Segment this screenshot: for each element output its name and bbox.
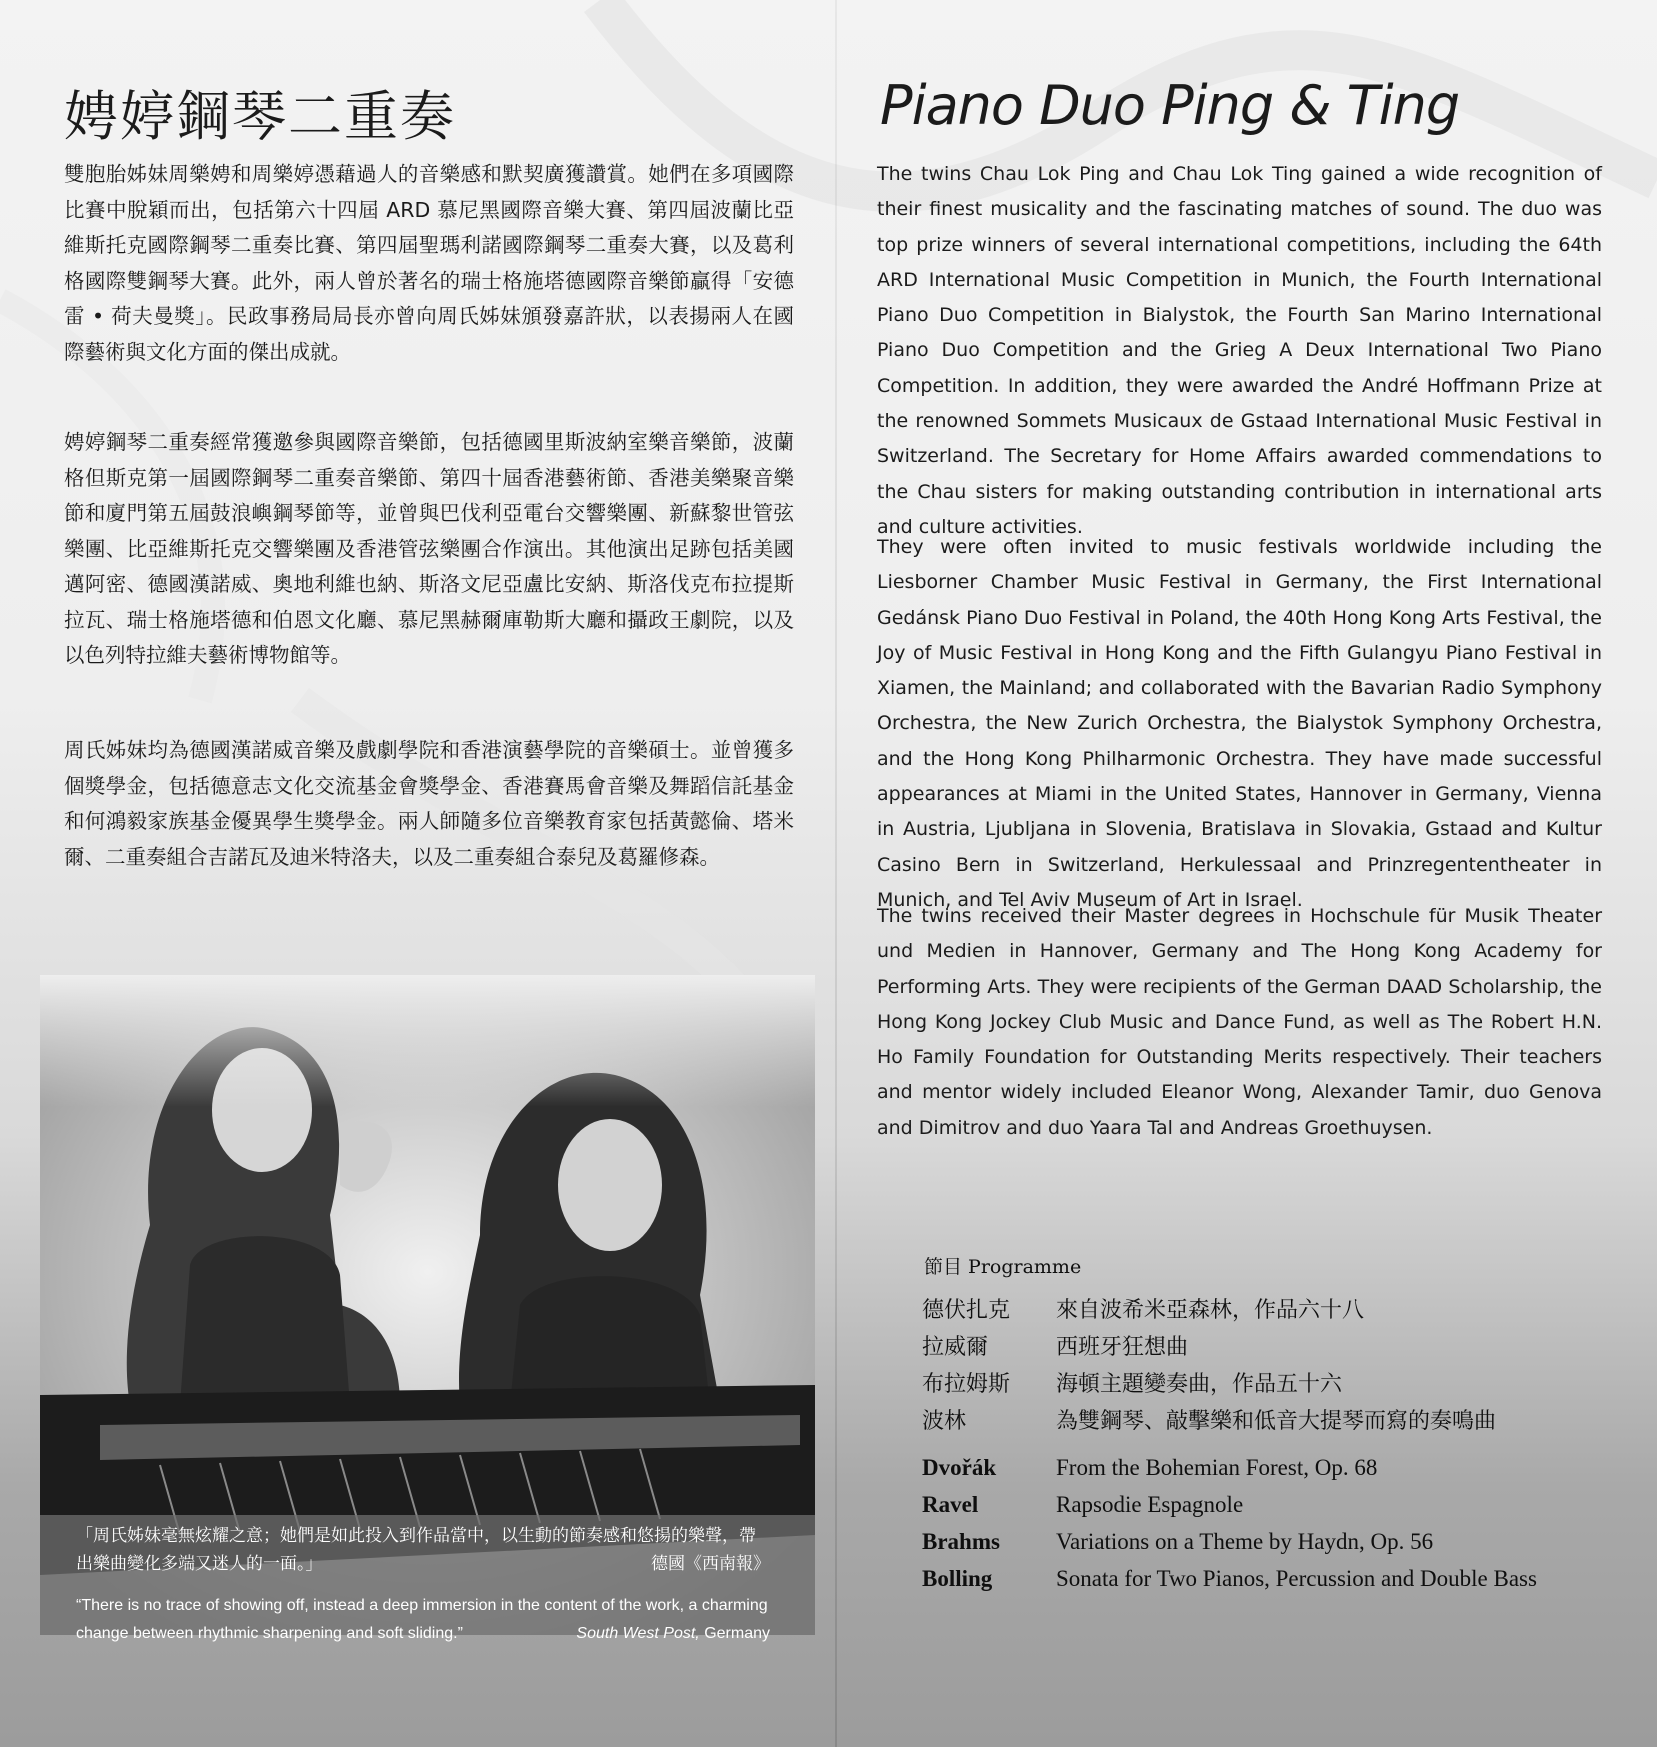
work-title: 為雙鋼琴、敲擊樂和低音大提琴而寫的奏鳴曲: [1056, 1409, 1497, 1434]
programme-item: [922, 1566, 1537, 1603]
work-title: Rapsodie Espagnole: [1056, 1492, 1244, 1517]
english-title: Piano Duo Ping & Ting: [880, 74, 1460, 137]
composer-name: Brahms: [922, 1529, 1000, 1554]
quote-text-english: “There is no trace of showing off, instead a deep immersion in the content of the work, a charming change between rhythmic sharpening and soft sliding.”: [76, 1597, 768, 1642]
work-title: Sonata for Two Pianos, Percussion and Double Bass: [1056, 1566, 1537, 1591]
programme-heading: 節目 Programme: [924, 1256, 1082, 1278]
chinese-title: 娉婷鋼琴二重奏: [64, 85, 456, 148]
work-title: 來自波希米亞森林，作品六十八: [1056, 1298, 1365, 1323]
composer-name: 德伏扎克: [922, 1298, 1011, 1323]
work-title: 西班牙狂想曲: [1056, 1335, 1189, 1360]
quote-text-chinese: 「周氏姊妹毫無炫耀之意；她們是如此投入到作品當中，以生動的節奏感和悠揚的樂聲，帶出樂曲變化多端又迷人的一面。」: [76, 1526, 756, 1574]
chinese-paragraph: 雙胞胎姊妹周樂娉和周樂婷憑藉過人的音樂感和默契廣獲讚賞。她們在多項國際比賽中脫穎而出，包括第六十四屆 ARD 慕尼黑國際音樂大賽、第四屆波蘭比亞維斯托克國際鋼琴二重奏比賽、第四屆聖瑪利諾國際鋼琴二重奏大賽，以及葛利格國際雙鋼琴大賽。此外，兩人曾於著名的瑞士格施塔德國際音樂節贏得「安德雷 • 荷夫曼獎」。民政事務局局長亦曾向周氏姊妹頒發嘉許狀，以表揚兩人在國際藝術與文化方面的傑出成就。: [64, 162, 794, 364]
programme-item: [922, 1293, 1365, 1330]
chinese-paragraph: 周氏姊妹均為德國漢諾威音樂及戲劇學院和香港演藝學院的音樂碩士。並曾獲多個獎學金，包括德意志文化交流基金會獎學金、香港賽馬會音樂及舞蹈信託基金和何鴻毅家族基金優異學生獎學金。兩人師隨多位音樂教育家包括黃懿倫、塔米爾、二重奏組合吉諾瓦及迪米特洛夫，以及二重奏組合泰兒及葛羅修森。: [64, 738, 794, 869]
page-fold: [835, 0, 837, 1747]
programme-item: [922, 1330, 1189, 1367]
review-quote-english: [76, 1592, 770, 1648]
work-title: From the Bohemian Forest, Op. 68: [1056, 1455, 1378, 1480]
english-paragraph: The twins Chau Lok Ping and Chau Lok Ting gained a wide recognition of their finest musicality and the fascinating matches of sound. The duo was top prize winners of several international competitions, including the 64th ARD International Music Competition in Munich, the Fourth International Piano Duo Competition in Bialystok, the Fourth San Marino International Piano Duo Competition and the Grieg A Deux International Two Piano Competition. In addition, they were awarded the André Hoffmann Prize at the renowned Sommets Musicaux de Gstaad International Music Festival in Switzerland. The Secretary for Home Affairs awarded commendations to the Chau sisters for making outstanding contribution in international arts and culture activities.: [877, 163, 1602, 538]
composer-name: Bolling: [922, 1566, 993, 1591]
work-title: 海頓主題變奏曲，作品五十六: [1056, 1372, 1343, 1397]
composer-name: 拉威爾: [922, 1335, 989, 1360]
programme-divider: [922, 1441, 1081, 1455]
work-title: Variations on a Theme by Haydn, Op. 56: [1056, 1529, 1434, 1554]
quote-source-publication: South West Post,: [576, 1625, 700, 1642]
composer-name: Ravel: [922, 1492, 979, 1517]
programme-item: [922, 1367, 1343, 1404]
programme-item: [922, 1404, 1497, 1441]
quote-source-chinese: 德國《西南報》: [651, 1554, 770, 1574]
programme-section: [922, 1252, 1537, 1603]
programme-item: [922, 1492, 1244, 1529]
chinese-paragraph: 娉婷鋼琴二重奏經常獲邀參與國際音樂節，包括德國里斯波納室樂音樂節，波蘭格但斯克第一屆國際鋼琴二重奏音樂節、第四十屆香港藝術節、香港美樂聚音樂節和廈門第五屆鼓浪嶼鋼琴節等，並曾與巴伐利亞電台交響樂團、新蘇黎世管弦樂團、比亞維斯托克交響樂團及香港管弦樂團合作演出。其他演出足跡包括美國邁阿密、德國漢諾威、奧地利維也納、斯洛文尼亞盧比安納、斯洛伐克布拉提斯拉瓦、瑞士格施塔德和伯恩文化廳、慕尼黑赫爾庫勒斯大廳和攝政王劇院，以及以色列特拉維夫藝術博物館等。: [64, 430, 794, 667]
programme-item: [922, 1529, 1434, 1566]
programme-item: [922, 1455, 1378, 1492]
composer-name: 波林: [922, 1409, 967, 1434]
quote-source-country: Germany: [699, 1625, 770, 1642]
review-quote-chinese: [76, 1522, 770, 1578]
english-paragraph: The twins received their Master degrees in Hochschule für Musik Theater und Medien in Hannover, Germany and The Hong Kong Academy for Performing Arts. They were recipients of the German DAAD Scholarship, the Hong Kong Jockey Club Music and Dance Fund, as well as The Robert H.N. Ho Family Foundation for Outstanding Merits respectively. Their teachers and mentor widely included Eleanor Wong, Alexander Tamir, duo Genova and Dimitrov and duo Yaara Tal and Andreas Groethuysen.: [877, 905, 1602, 1139]
composer-name: Dvořák: [922, 1455, 997, 1480]
composer-name: 布拉姆斯: [922, 1372, 1011, 1397]
quote-source-english: [576, 1620, 770, 1648]
english-paragraph: They were often invited to music festivals worldwide including the Liesborner Chamber Music Festival in Germany, the First International Gedánsk Piano Duo Festival in Poland, the 40th Hong Kong Arts Festival, the Joy of Music Festival in Hong Kong and the Fifth Gulangyu Piano Festival in Xiamen, the Mainland; and collaborated with the Bavarian Radio Symphony Orchestra, the New Zurich Orchestra, the Bialystok Symphony Orchestra, and the Hong Kong Philharmonic Orchestra. They have made successful appearances at Miami in the United States, Hannover in Germany, Vienna in Austria, Ljubljana in Slovenia, Bratislava in Slovakia, Gstaad and Kultur Casino Bern in Switzerland, Herkulessaal and Prinzregententheater in Munich, and Tel Aviv Museum of Art in Israel.: [877, 536, 1602, 911]
